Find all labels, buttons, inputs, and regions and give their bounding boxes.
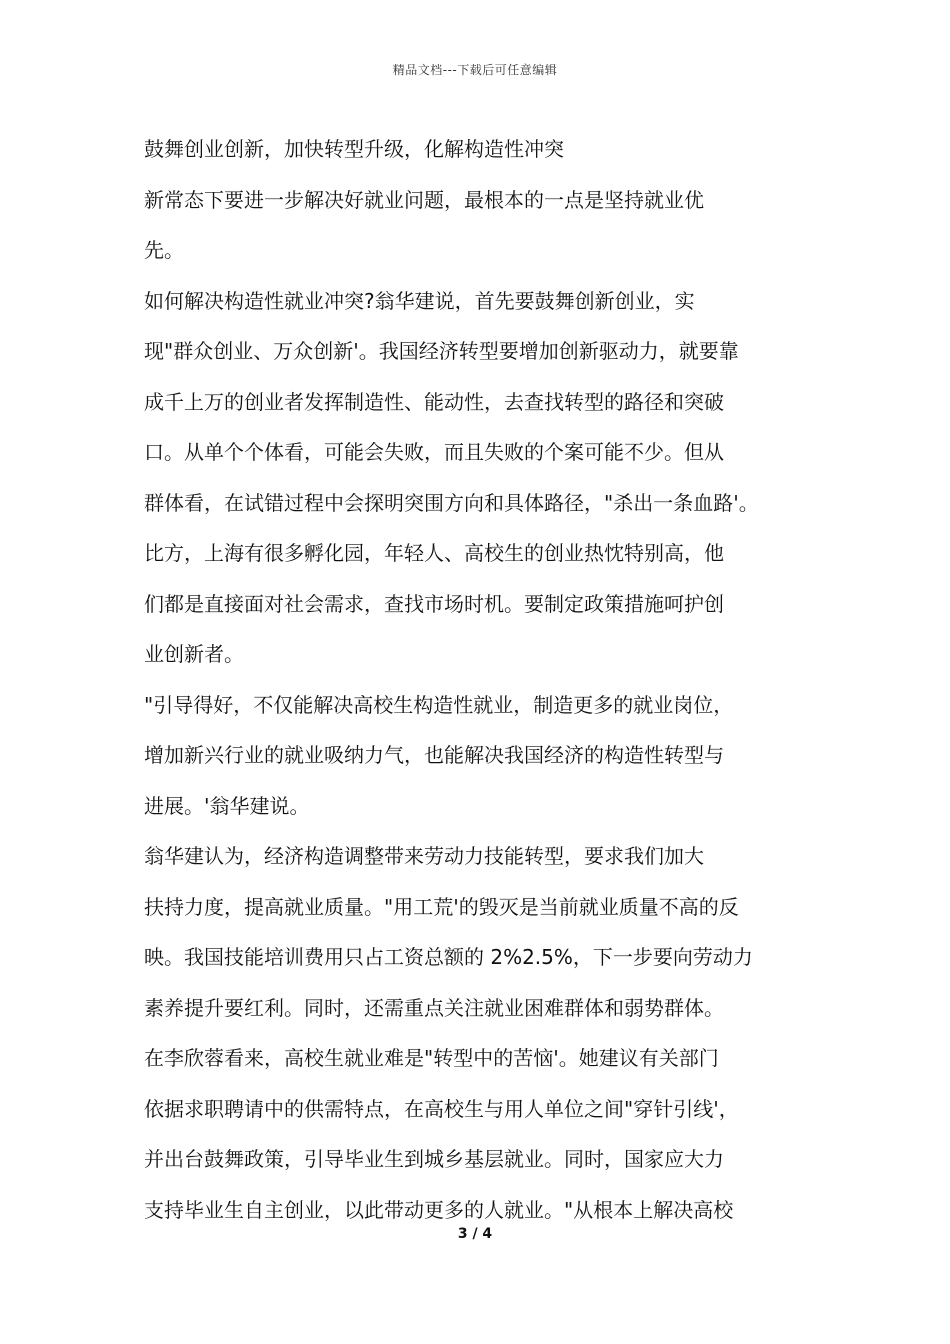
paragraph-line: 进展。'翁华建说。	[144, 793, 310, 818]
paragraph-line: 支持毕业生自主创业，以此带动更多的人就业。"从根本上解决高校	[144, 1197, 734, 1222]
paragraph-line: 并出台鼓舞政策，引导毕业生到城乡基层就业。同时，国家应大力	[144, 1147, 724, 1171]
paragraph-line: 成千上万的创业者发挥制造性、能动性，去查找转型的路径和突破	[144, 389, 724, 414]
paragraph-line: 比方，上海有很多孵化园，年轻人、高校生的创业热忱特别高，他	[144, 541, 724, 565]
paragraph-line: 依据求职聘请中的供需特点，在高校生与用人单位之间"穿针引线'，	[144, 1096, 739, 1121]
document-body	[144, 124, 808, 1235]
paragraph-line: 素养提升要红利。同时，还需重点关注就业困难群体和弱势群体。	[144, 995, 724, 1020]
page-header: 精品文档---下载后可任意编辑	[392, 63, 558, 77]
paragraph-line: 群体看，在试错过程中会探明突围方向和具体路径，"杀出一条血路'。	[144, 490, 759, 515]
paragraph-line: 新常态下要进一步解决好就业问题，最根本的一点是坚持就业优	[144, 187, 704, 212]
paragraph-line: 如何解决构造性就业冲突?翁华建说，首先要鼓舞创新创业，实	[144, 288, 695, 313]
paragraph-line: 映。我国技能培训费用只占工资总额的 2%2.5%，下一步要向劳动力	[144, 945, 753, 969]
paragraph-line: 口。从单个个体看，可能会失败，而且失败的个案可能不少。但从	[144, 440, 724, 464]
paragraph-line: 扶持力度，提高就业质量。"用工荒'的毁灭是当前就业质量不高的反	[144, 894, 739, 919]
paragraph-line: 们都是直接面对社会需求，查找市场时机。要制定政策措施呵护创	[144, 591, 724, 616]
paragraph-line: 先。	[144, 238, 184, 262]
paragraph-line: 增加新兴行业的就业吸纳力气，也能解决我国经济的构造性转型与	[144, 743, 724, 767]
paragraph-line: 现"群众创业、万众创新'。我国经济转型要增加创新驱动力，就要靠	[144, 339, 739, 363]
page-number: 3 / 4	[457, 1226, 493, 1242]
paragraph-line: 在李欣蓉看来，高校生就业难是"转型中的苦恼'。她建议有关部门	[144, 1046, 719, 1070]
paragraph-line: 翁华建认为，经济构造调整带来劳动力技能转型，要求我们加大	[144, 844, 704, 868]
paragraph-line: 业创新者。	[144, 642, 244, 666]
heading-line: 鼓舞创业创新，加快转型升级，化解构造性冲突	[144, 137, 564, 161]
paragraph-line: "引导得好，不仅能解决高校生构造性就业，制造更多的就业岗位，	[144, 692, 734, 717]
